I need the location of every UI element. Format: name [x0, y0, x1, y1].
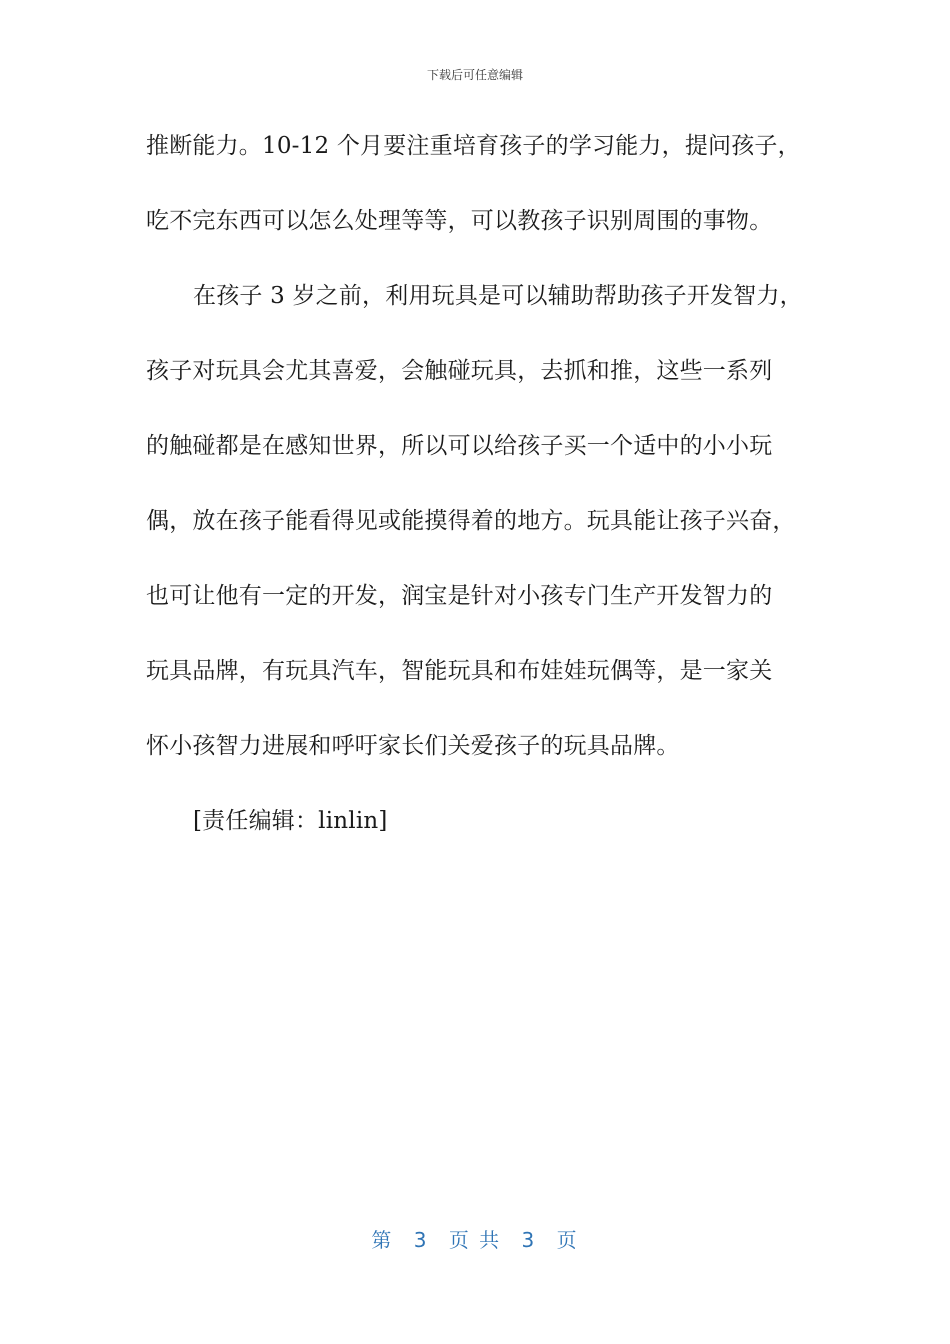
paragraph-line: 孩子对玩具会尤其喜爱，会触碰玩具，去抓和推，这些一系列 — [146, 358, 773, 384]
paragraph-line: 怀小孩智力进展和呼吁家长们关爱孩子的玩具品牌。 — [146, 733, 680, 759]
page-label-suffix: 页 — [556, 1228, 579, 1252]
document-body — [146, 122, 810, 872]
page-current-number: 3 — [413, 1228, 429, 1252]
paragraph-line: 也可让他有一定的开发，润宝是针对小孩专门生产开发智力的 — [146, 583, 773, 609]
paragraph-line: 推断能力。10-12 个月要注重培育孩子的学习能力，提问孩子， — [146, 133, 801, 159]
paragraph-line: 偶，放在孩子能看得见或能摸得着的地方。玩具能让孩子兴奋， — [146, 508, 796, 534]
page-header: 下载后可任意编辑 — [426, 68, 523, 82]
page-label-prefix: 第 — [371, 1228, 394, 1252]
page-label-middle: 页 共 — [448, 1228, 502, 1252]
page-total-number: 3 — [521, 1228, 537, 1252]
page-footer — [0, 1224, 950, 1253]
paragraph-line: 玩具品牌，有玩具汽车，智能玩具和布娃娃玩偶等，是一家关 — [146, 658, 773, 684]
paragraph-line: 吃不完东西可以怎么处理等等，可以教孩子识别周围的事物。 — [146, 208, 773, 234]
paragraph-line: 在孩子 3 岁之前，利用玩具是可以辅助帮助孩子开发智力， — [193, 283, 803, 309]
editor-credit: [责任编辑：linlin] — [193, 808, 388, 834]
paragraph-line: 的触碰都是在感知世界，所以可以给孩子买一个适中的小小玩 — [146, 433, 773, 459]
